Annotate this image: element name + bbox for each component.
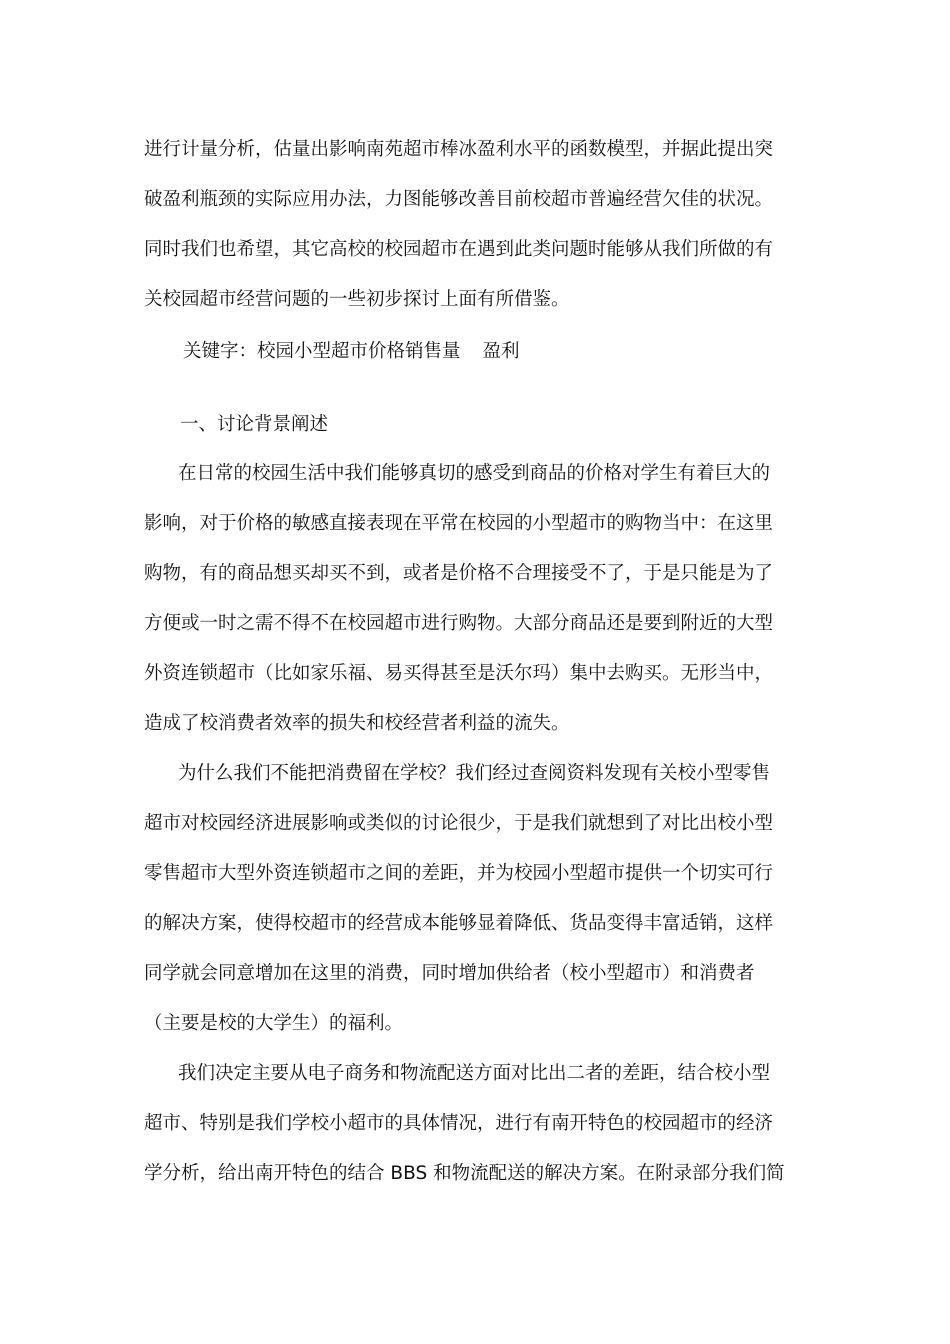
keywords-label: 关键字：校园小型超市价格销售量 [183,341,461,362]
paragraph-line: 在日常的校园生活中我们能够真切的感受到商品的价格对学生有着巨大的 [178,463,771,484]
paragraph-line: 方便或一时之需不得不在校园超市进行购物。大部分商品还是要到附近的大型 [144,613,774,634]
section-heading: 一、讨论背景阐述 [180,414,329,435]
paragraph-line: 为什么我们不能把消费留在学校？我们经过查阅资料发现有关校小型零售 [178,763,771,784]
keywords-line [183,340,847,364]
paragraph-line: 造成了校消费者效率的损失和校经营者利益的流失。 [144,713,570,734]
paragraph-line: 我们决定主要从电子商务和物流配送方面对比出二者的差距，结合校小型 [178,1063,771,1084]
text-line: 同时我们也希望，其它高校的校园超市在遇到此类问题时能够从我们所做的有 [144,239,774,260]
paragraph-line: 购物，有的商品想买却买不到，或者是价格不合理接受不了，于是只能是为了 [144,563,774,584]
keywords-extra: 盈利 [482,341,520,362]
paragraph-line: 影响，对于价格的敏感直接表现在平常在校园的小型超市的购物当中：在这里 [144,513,774,534]
text-line: 进行计量分析，估量出影响南苑超市棒冰盈利水平的函数模型，并据此提出突 [144,139,774,160]
paragraph-line: 学分析，给出南开特色的结合 BBS 和物流配送的解决方案。在附录部分我们简 [144,1163,785,1184]
paragraph-line: 同学就会同意增加在这里的消费，同时增加供给者（校小型超市）和消费者 [144,963,755,984]
text-line: 关校园超市经营问题的一些初步探讨上面有所借鉴。 [144,289,570,310]
paragraph-line: 超市对校园经济进展影响或类似的讨论很少，于是我们就想到了对比出校小型 [144,813,774,834]
paragraph-line: （主要是校的大学生）的福利。 [144,1013,404,1034]
paragraph-line: 超市、特别是我们学校小超市的具体情况，进行有南开特色的校园超市的经济 [144,1113,774,1134]
paragraph-line: 零售超市大型外资连锁超市之间的差距，并为校园小型超市提供一个切实可行 [144,863,774,884]
paragraph-line: 外资连锁超市（比如家乐福、易买得甚至是沃尔玛）集中去购买。无形当中， [144,663,774,684]
text-line: 破盈利瓶颈的实际应用办法，力图能够改善目前校超市普遍经营欠佳的状况。 [144,189,774,210]
paragraph-line: 的解决方案，使得校超市的经营成本能够显着降低、货品变得丰富适销，这样 [144,913,774,934]
